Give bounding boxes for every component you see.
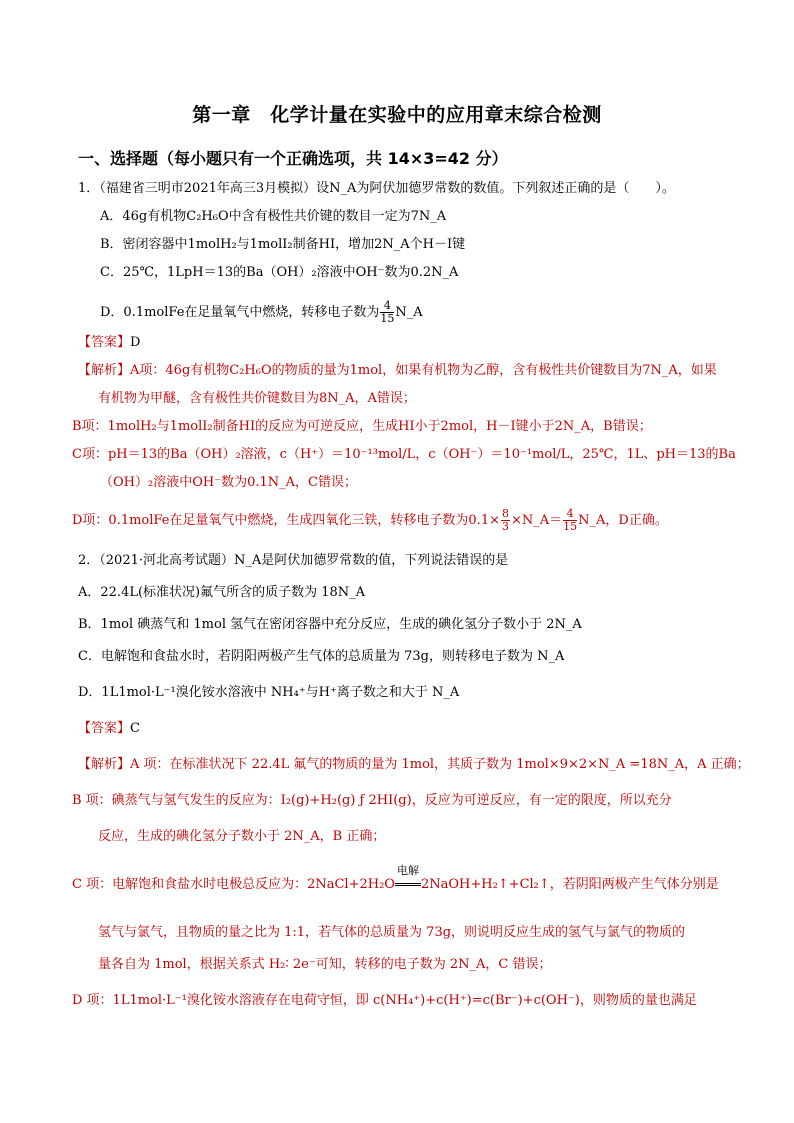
question-2-option-d: D．1L1mol·L⁻¹溴化铵水溶液中 NH₄⁺与H⁺离子数之和大于 N_A (78, 685, 460, 700)
question-2-analysis-c-3: 量各自为 1mol，根据关系式 H₂∶ 2e⁻可知，转移的电子数为 2N_A，C 错误； (98, 957, 552, 972)
question-1-stem: 1．（福建省三明市2021年高三3月模拟）设N_A为阿伏加德罗常数的数值。下列叙述正确的是（ ）。 (78, 181, 675, 196)
question-1-analysis-c-2: （OH）₂溶液中OH⁻数为0.1N_A，C错误； (100, 475, 357, 490)
question-1-analysis-a-2: 有机物为甲醚，含有极性共价键数目为8N_A，A错误； (98, 391, 416, 406)
question-1-analysis-d: D项：0.1molFe在足量氧气中燃烧，生成四氧化三铁，转移电子数为0.1× $\frac{8}{3}$ ×N_A＝ $\frac{4}{15}$ N_A，D正确。 (72, 507, 668, 533)
answer-label: 【答案】 (78, 721, 131, 736)
question-1-analysis-c-1: C项：pH＝13的Ba（OH）₂溶液，c（H⁺）＝10⁻¹³mol/L，c（OH⁻）＝10⁻¹mol/L，25℃，1L、pH＝13的Ba (72, 447, 736, 462)
answer-value: D (130, 335, 141, 350)
question-1-option-d: D．0.1molFe在足量氧气中燃烧，转移电子数为 $\frac{4}{15}$ N_A (100, 299, 423, 325)
question-1-option-a: A．46g有机物C₂H₆O中含有极性共价键的数目一定为7N_A (100, 209, 447, 224)
question-2-analysis-b-1: B 项：碘蒸气与氢气发生的反应为：I₂(g)+H₂(g) ƒ 2HI(g)，反应为可逆反应，有一定的限度，所以充分 (72, 793, 672, 808)
question-2-option-c: C．电解饱和食盐水时，若阴阳两极产生气体的总质量为 73g，则转移电子数为 N_A (78, 649, 565, 664)
question-2-analysis-b-2: 反应，生成的碘化氢分子数小于 2N_A，B 正确； (98, 829, 386, 844)
question-2-analysis-c-1: C 项：电解饱和食盐水时电极总反应为：2NaCl+2H₂O 电解 2NaOH+H₂↑+Cl₂↑，若阴阳两极产生气体分别是 (72, 864, 719, 892)
electrolysis-equals-sign: 电解 (395, 876, 421, 894)
question-2-option-a: A．22.4L(标准状况)氟气所含的质子数为 18N_A (78, 585, 366, 600)
analysis-label: 【解析】 (78, 363, 131, 378)
option-d-text: D．0.1molFe在足量氧气中燃烧，转移电子数为 (100, 305, 380, 320)
question-1-option-b: B．密闭容器中1molH₂与1molI₂制备HI，增加2N_A个H－I键 (100, 237, 466, 252)
question-2-analysis-c-2: 氢气与氯气，且物质的量之比为 1:1，若气体的总质量为 73g，则说明反应生成的氢气与氯气的物质的 (98, 925, 686, 940)
answer-label: 【答案】 (78, 335, 131, 350)
analysis-label: 【解析】 (78, 757, 131, 772)
question-1-option-c: C．25℃，1LpH＝13的Ba（OH）₂溶液中OH⁻数为0.2N_A (100, 265, 459, 280)
question-2-stem: 2．（2021·河北高考试题）N_A是阿伏加德罗常数的值，下列说法错误的是 (78, 553, 509, 568)
chapter-title: 第一章 化学计量在实验中的应用章末综合检测 (192, 104, 602, 126)
question-2-analysis-d: D 项：1L1mol·L⁻¹溴化铵水溶液存在电荷守恒，即 c(NH₄⁺)+c(H⁺)=c(Br⁻)+c(OH⁻)，则物质的量也满足 (72, 993, 697, 1008)
fraction: $\frac{4}{15}$ (380, 299, 395, 325)
question-2-option-b: B．1mol 碘蒸气和 1mol 氢气在密闭容器中充分反应，生成的碘化氢分子数小于 2N_A (78, 617, 582, 632)
question-1-analysis-a-1: 【解析】A项：46g有机物C₂H₆O的物质的量为1mol，如果有机物为乙醇，含有极性共价键数目为7N_A，如果 (78, 363, 717, 378)
question-2-answer (78, 720, 140, 738)
question-1-analysis-b: B项：1molH₂与1molI₂制备HI的反应为可逆反应，生成HI小于2mol，H－I键小于2N_A，B错误； (72, 419, 652, 434)
fraction: $\frac{8}{3}$ (501, 507, 509, 533)
question-2-analysis-a: 【解析】A 项：在标准状况下 22.4L 氟气的物质的量为 1mol，其质子数为 1mol×9×2×N_A =18N_A，A 正确； (78, 757, 750, 772)
fraction: $\frac{4}{15}$ (563, 507, 578, 533)
question-1-answer (78, 334, 140, 352)
answer-value: C (130, 721, 140, 736)
section-heading: 一、选择题（每小题只有一个正确选项，共 14×3=42 分） (78, 149, 508, 168)
